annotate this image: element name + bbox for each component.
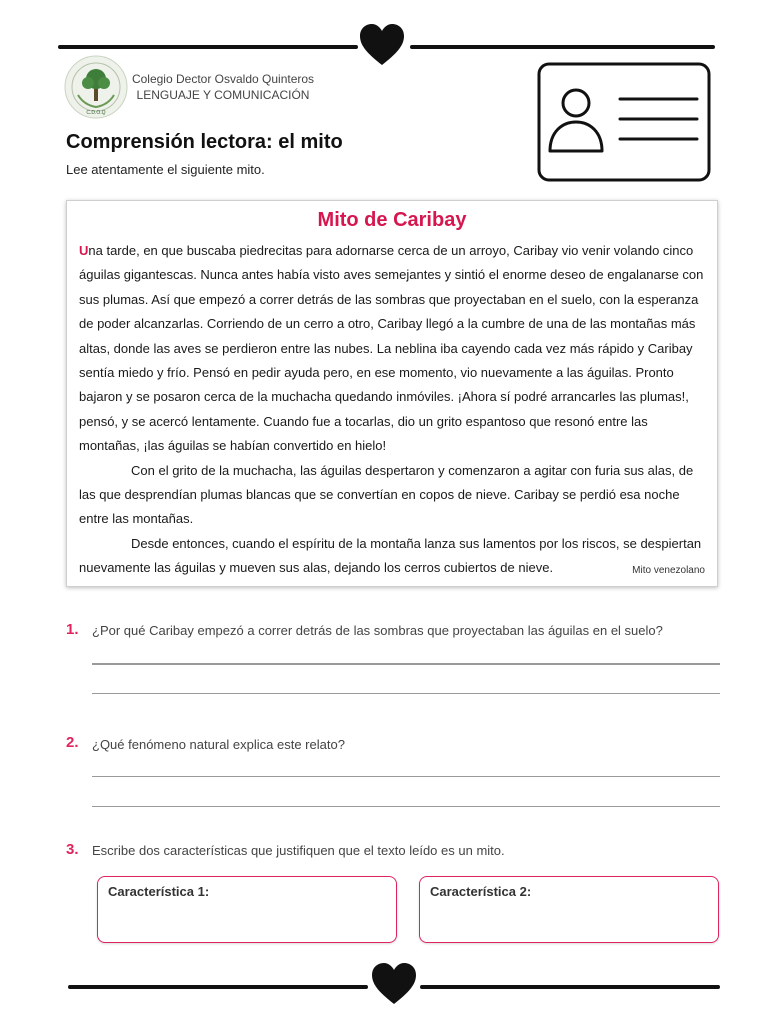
answer-line-2b[interactable]: [92, 806, 720, 807]
question-1-text: ¿Por qué Caribay empezó a correr detrás de las sombras que proyectaban las águilas en el suelo?: [92, 623, 663, 638]
answer-line-1b[interactable]: [92, 693, 720, 694]
characteristic-1-box[interactable]: [97, 876, 397, 943]
characteristic-2-box[interactable]: [419, 876, 719, 943]
story-source: Mito venezolano: [632, 565, 705, 576]
story-paragraph-2: Con el grito de la muchacha, las águilas despertaron y comenzaron a agitar con furia sus alas, de las que desprendían plumas blancas que se convertían en copos de nieve. Caribay se perdió esa noche entre las montañas.: [79, 462, 694, 527]
story-text: [79, 239, 709, 581]
id-card-icon: [537, 62, 711, 182]
dropcap: U: [79, 243, 89, 258]
answer-line-1a[interactable]: [92, 663, 720, 665]
characteristic-2-label: Característica 2:: [430, 884, 532, 899]
heart-icon: [370, 962, 418, 1006]
top-divider-right: [410, 45, 715, 49]
reading-box: [66, 200, 718, 587]
heart-icon: [358, 23, 406, 67]
worksheet-title: Comprensión lectora: el mito: [66, 131, 343, 153]
school-logo: [64, 55, 128, 119]
bottom-divider-right: [420, 985, 720, 989]
subject-name: LENGUAJE Y COMUNICACIÓN: [136, 88, 310, 102]
story-paragraph-1: Una tarde, en que buscaba piedrecitas para adornarse cerca de un arroyo, Caribay vio venir volando cinco águilas gigantescas. Nunca antes había visto aves semejantes y sintió el enorme deseo de engalanarse con sus plumas. Así que empezó a correr detrás de las sombras que proyectaban en el suelo, con la esperanza de poder alcanzarlas. Corriendo de un cerro a otro, Caribay llegó a la cumbre de una de las montañas más altas, donde las aves se perdieron entre las nubes. La neblina iba cayendo cada vez más rápido y Caribay sentía miedo y frío. Pensó en pedir ayuda pero, en ese momento, vio nuevamente a las águilas. Pronto bajaron y se posaron cerca de la muchacha quedando inmóviles. ¡Ahora sí podré arrancarles las plumas!, pensó, y se acercó lentamente. Cuando fue a tocarlas, dio un grito espantoso que resonó entre las montañas, ¡las águilas se habían convertido en hielo!: [79, 243, 704, 454]
top-divider-left: [58, 45, 358, 49]
story-title: Mito de Caribay: [317, 209, 467, 231]
characteristic-1-label: Característica 1:: [108, 884, 210, 899]
question-3-text: Escribe dos características que justifiquen que el texto leído es un mito.: [92, 843, 505, 858]
bottom-divider-left: [68, 985, 368, 989]
worksheet-instruction: Lee atentamente el siguiente mito.: [66, 162, 265, 177]
question-2-text: ¿Qué fenómeno natural explica este relato?: [92, 737, 345, 752]
question-3-number: 3.: [66, 841, 79, 858]
answer-line-2a[interactable]: [92, 776, 720, 777]
logo-text: C.D.O.Q: [86, 110, 106, 116]
school-name: Colegio Dector Osvaldo Quinteros: [131, 72, 315, 86]
school-header: [130, 71, 316, 103]
question-2-number: 2.: [66, 734, 79, 751]
question-1-number: 1.: [66, 621, 79, 638]
story-paragraph-3: Desde entonces, cuando el espíritu de la montaña lanza sus lamentos por los riscos, se despiertan nuevamente las águilas y mueven sus alas, dejando los cerros cubiertos de nieve.: [79, 535, 702, 576]
